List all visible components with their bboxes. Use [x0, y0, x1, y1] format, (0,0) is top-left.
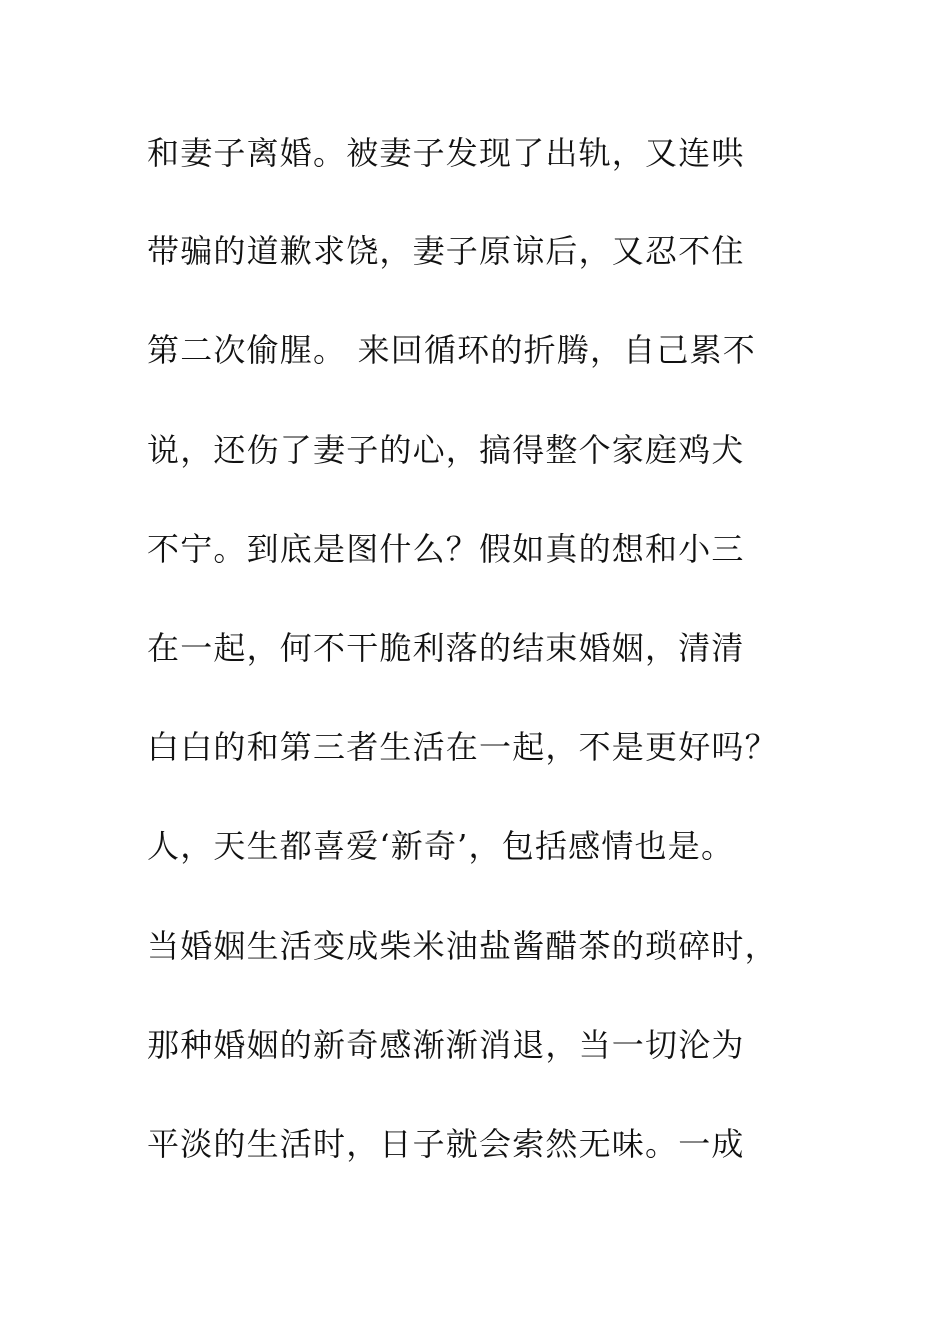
text-line-8: 人，天生都喜爱‘新奇’，包括感情也是。 — [147, 827, 735, 865]
text-line-3: 第二次偷腥。 来回循环的折腾，自己累不 — [147, 331, 756, 369]
text-line-10: 那种婚姻的新奇感渐渐消退，当一切沦为 — [147, 1026, 745, 1064]
text-line-6: 在一起，何不干脆利落的结束婚姻，清清 — [147, 629, 745, 667]
text-line-1: 和妻子离婚。被妻子发现了出轨，又连哄 — [147, 134, 745, 172]
text-line-2: 带骗的道歉求饶，妻子原谅后，又忍不住 — [147, 232, 745, 270]
text-line-7: 白白的和第三者生活在一起，不是更好吗？ — [147, 728, 778, 766]
text-line-9: 当婚姻生活变成柴米油盐酱醋茶的琐碎时， — [147, 927, 778, 965]
text-line-4: 说，还伤了妻子的心，搞得整个家庭鸡犬 — [147, 431, 745, 469]
text-line-5: 不宁。到底是图什么？假如真的想和小三 — [147, 530, 745, 568]
text-line-11: 平淡的生活时，日子就会索然无味。一成 — [147, 1125, 745, 1163]
